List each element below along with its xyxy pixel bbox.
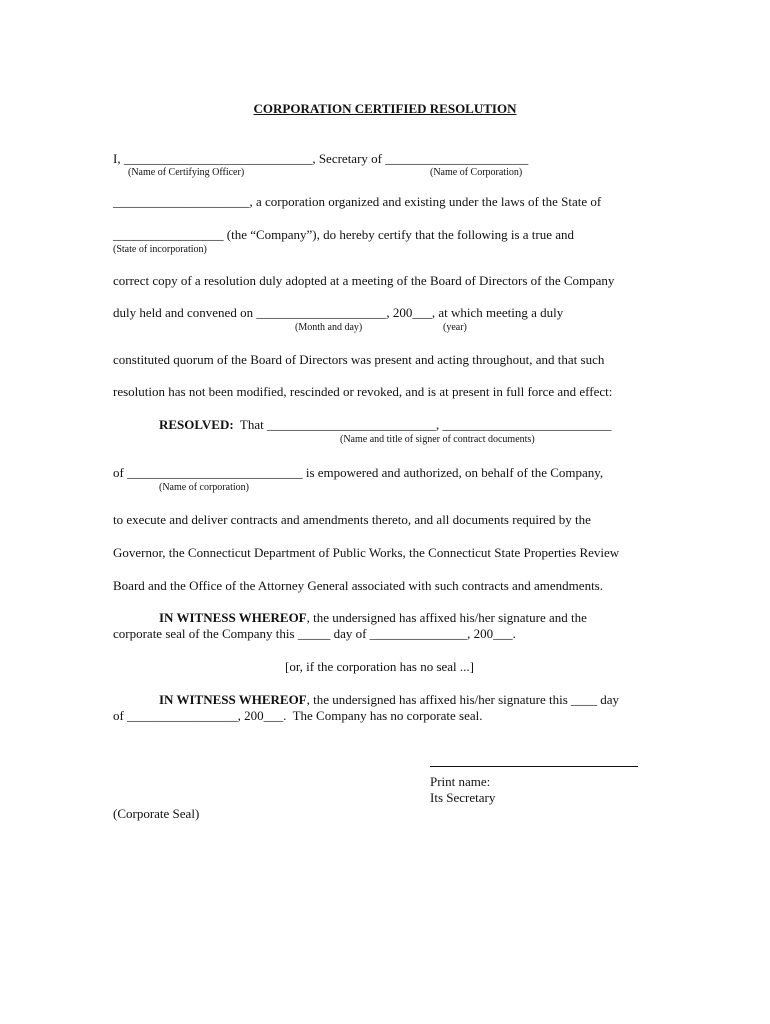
execute-contracts-line: to execute and deliver contracts and amendments thereto, and all documents required by the: [113, 512, 591, 527]
certifying-officer-line: I, _____________________________, Secretary of ______________________: [113, 151, 529, 166]
witness-seal-heading: IN WITNESS WHEREOF: [159, 610, 307, 625]
resolution-copy-line: correct copy of a resolution duly adopted at a meeting of the Board of Directors of the Company: [113, 273, 615, 288]
label-signer: (Name and title of signer of contract documents): [340, 434, 535, 445]
witness-noseal-text: , the undersigned has affixed his/her signature this ____ day: [306, 692, 620, 707]
witness-noseal-heading: IN WITNESS WHEREOF: [159, 692, 307, 707]
label-certifying-officer: (Name of Certifying Officer): [128, 167, 245, 178]
witness-noseal-line-2: of _________________, 200___. The Company has no corporate seal.: [113, 708, 483, 723]
meeting-date-line: duly held and convened on ____________________, 200___, at which meeting a duly: [113, 305, 564, 320]
resolved-label: RESOLVED:: [159, 417, 234, 432]
company-line: _________________ (the “Company”), do hereby certify that the following is a true and: [113, 227, 575, 242]
quorum-line: constituted quorum of the Board of Directors was present and acting throughout, and that such: [113, 352, 605, 367]
no-seal-note: [or, if the corporation has no seal ...]: [285, 659, 475, 674]
resolved-line: [159, 417, 612, 432]
label-corporation: (Name of Corporation): [430, 167, 523, 178]
resolved-text: That __________________________, __________________________: [233, 417, 612, 432]
board-attorney-line: Board and the Office of the Attorney General associated with such contracts and amendments.: [113, 578, 603, 593]
label-state: (State of incorporation): [113, 244, 207, 255]
empowered-line: of ___________________________ is empowered and authorized, on behalf of the Company,: [113, 465, 604, 480]
document-title: CORPORATION CERTIFIED RESOLUTION: [253, 101, 517, 116]
its-secretary-label: Its Secretary: [430, 790, 496, 805]
print-name-label: Print name:: [430, 774, 491, 789]
witness-noseal-line-1: [159, 692, 619, 707]
governor-line: Governor, the Connecticut Department of Public Works, the Connecticut State Properties Review: [113, 545, 620, 560]
witness-seal-text: , the undersigned has affixed his/her signature and the: [306, 610, 587, 625]
witness-seal-line-1: [159, 610, 587, 625]
witness-seal-line-2: corporate seal of the Company this _____ day of _______________, 200___.: [113, 626, 516, 641]
signature-line: [430, 766, 638, 767]
label-year: (year): [443, 322, 467, 333]
full-force-line: resolution has not been modified, rescinded or revoked, and is at present in full force and effect:: [113, 384, 613, 399]
corporate-seal-label: (Corporate Seal): [113, 806, 200, 821]
corporation-line: _____________________, a corporation organized and existing under the laws of the State of: [113, 194, 602, 209]
label-name-of-corporation: (Name of corporation): [159, 482, 249, 493]
label-month-day: (Month and day): [295, 322, 363, 333]
